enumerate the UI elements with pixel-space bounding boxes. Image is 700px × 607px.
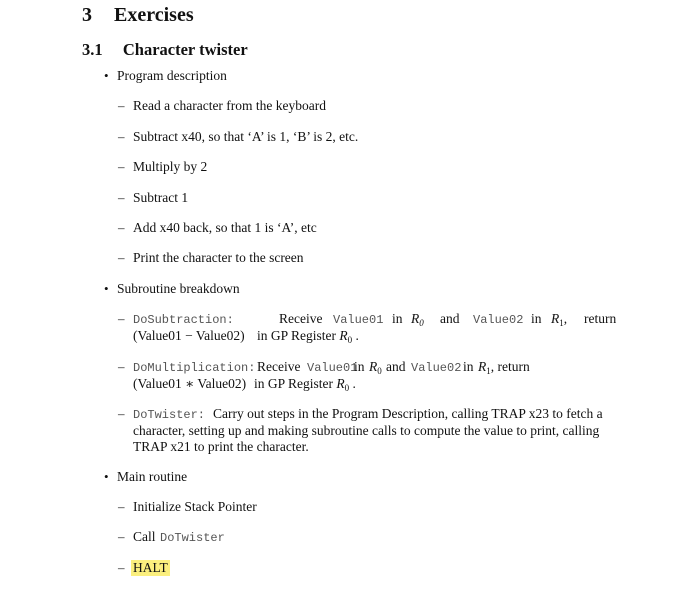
halt-highlight: HALT — [133, 560, 168, 575]
section-number: 3 — [82, 4, 92, 26]
dosub-return: return — [584, 311, 617, 326]
list-item: Add x40 back, so that 1 is ‘A’, etc — [133, 220, 317, 235]
domul-register: in GP Register $R_0$ . — [254, 376, 356, 393]
dosub-value02: Value02 — [473, 313, 524, 327]
dash-mark: – — [118, 159, 125, 174]
dotwister-name: DoTwister: — [133, 408, 206, 422]
domul-in2: in — [463, 359, 474, 374]
domultiplication-name: DoMultiplication: — [133, 361, 256, 375]
domul-r0: $R_0$ — [369, 359, 382, 376]
dosubtraction-name: DoSubtraction: — [133, 313, 234, 327]
dotwister-description: Carry out steps in the Program Description, calling TRAP x23 to fetch a character, setting up and making subroutine calls to compute the value to print, calling TRAP x21 to print the character. — [133, 406, 603, 454]
dash-mark: – — [118, 129, 125, 144]
dosub-register: in GP Register $R_0$ . — [257, 328, 359, 345]
domul-expression: (Value01 ∗ Value02) — [133, 376, 247, 391]
dash-mark: – — [118, 499, 125, 514]
dosub-value01: Value01 — [333, 313, 384, 327]
dash-mark: – — [118, 190, 125, 205]
call-label: Call — [133, 529, 156, 544]
dash-mark: – — [118, 98, 125, 113]
bullet-mark: • — [104, 68, 109, 83]
subsection-number: 3.1 — [82, 40, 103, 59]
domul-value02: Value02 — [411, 361, 462, 375]
subroutine-breakdown-title: Subroutine breakdown — [117, 281, 240, 296]
dash-mark: – — [118, 406, 125, 421]
dash-mark: – — [118, 311, 125, 326]
dash-mark: – — [118, 529, 125, 544]
dosub-r0: $R_0$ — [411, 311, 424, 328]
domul-receive: Receive — [257, 359, 301, 374]
dosub-receive: Receive — [279, 311, 323, 326]
domul-value01: Value01 — [307, 361, 358, 375]
domul-in1: in — [354, 359, 365, 374]
dash-mark: – — [118, 220, 125, 235]
list-item: Read a character from the keyboard — [133, 98, 327, 113]
dash-mark: – — [118, 359, 125, 374]
list-item: Initialize Stack Pointer — [133, 499, 257, 514]
list-item: Print the character to the screen — [133, 250, 304, 265]
list-item: Subtract 1 — [133, 190, 189, 205]
section-heading — [82, 4, 194, 27]
bullet-mark: • — [104, 469, 109, 484]
subsection-title: Character twister — [122, 40, 248, 59]
dosub-expression: (Value01 − Value02) — [133, 328, 245, 343]
subsection-heading — [82, 40, 248, 60]
call-target: DoTwister — [160, 531, 225, 545]
dosub-r1: $R_1$, — [551, 311, 568, 328]
list-item: Subtract x40, so that ‘A’ is 1, ‘B’ is 2, etc. — [133, 129, 359, 144]
domul-and: and — [386, 359, 406, 374]
section-title: Exercises — [114, 4, 194, 26]
dash-mark: – — [118, 250, 125, 265]
program-description-title: Program description — [117, 68, 227, 83]
bullet-mark: • — [104, 281, 109, 296]
dash-mark: – — [118, 560, 125, 575]
list-item: Multiply by 2 — [133, 159, 208, 174]
domul-r1: $R_1$, return — [478, 359, 530, 376]
main-routine-title: Main routine — [117, 469, 188, 484]
dosub-and: and — [440, 311, 460, 326]
dosub-in1: in — [392, 311, 403, 326]
dosub-in2: in — [531, 311, 542, 326]
